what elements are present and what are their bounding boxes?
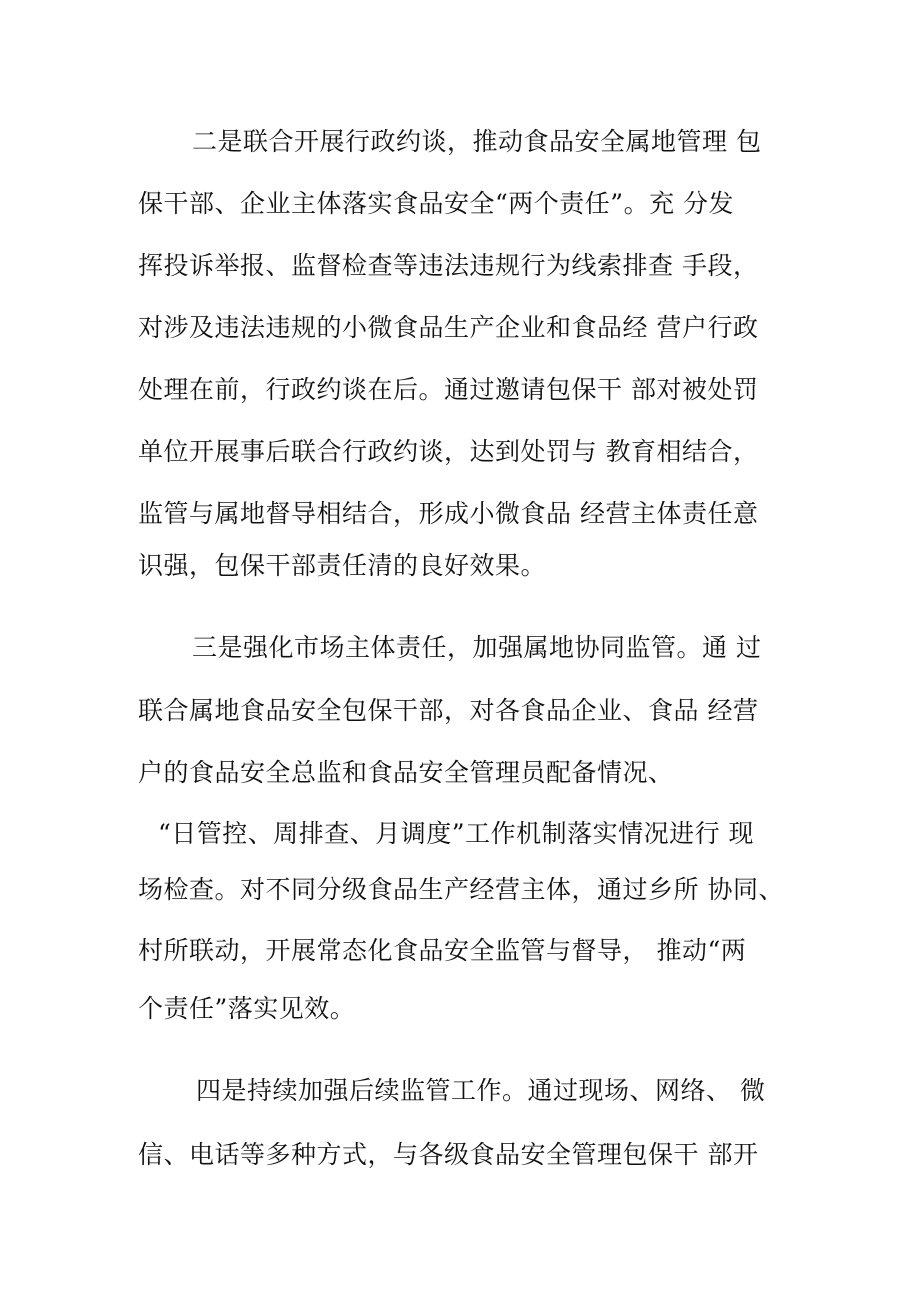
paragraph-1-line-5: 处理在前，行政约谈在后。通过邀请包保干 部对被处罚 xyxy=(138,375,759,404)
paragraph-2-line-3: 户的食品安全总监和食品安全管理员配备情况、 xyxy=(138,758,674,787)
paragraph-1-line-6: 单位开展事后联合行政约谈，达到处罚与 教育相结合， xyxy=(138,437,759,466)
paragraph-1-line-3: 挥投诉举报、监督检查等违法违规行为线索排查 手段， xyxy=(138,251,759,280)
paragraph-1-line-4: 对涉及违法违规的小微食品生产企业和食品经 营户行政 xyxy=(138,313,759,342)
paragraph-1-line-1: 二是联合开展行政约谈，推动食品安全属地管理 包 xyxy=(192,127,762,156)
paragraph-3-line-2: 信、电话等多种方式，与各级食品安全管理包保干 部开 xyxy=(138,1140,759,1169)
paragraph-1-line-7: 监管与属地督导相结合，形成小微食品 经营主体责任意 xyxy=(138,499,759,528)
paragraph-3-line-1: 四是持续加强后续监管工作。通过现场、网络、 微 xyxy=(196,1076,766,1105)
paragraph-2-line-7: 个责任”落实见效。 xyxy=(138,994,356,1023)
paragraph-2-line-1: 三是强化市场主体责任，加强属地协同监管。通 过 xyxy=(192,633,762,662)
paragraph-1-line-8: 识强，包保干部责任清的良好效果。 xyxy=(138,551,547,580)
paragraph-2-line-4: “日管控、周排查、月调度”工作机制落实情况进行 现 xyxy=(158,819,755,848)
paragraph-1-line-2: 保干部、企业主体落实食品安全“两个责任”。充 分发 xyxy=(138,189,735,218)
paragraph-2-line-6: 村所联动，开展常态化食品安全监管与督导， 推动“两 xyxy=(138,936,747,965)
paragraph-2-line-2: 联合属地食品安全包保干部，对各食品企业、食品 经营 xyxy=(138,696,759,725)
paragraph-2-line-5: 场检查。对不同分级食品生产经营主体，通过乡所 协同、 xyxy=(138,875,784,904)
